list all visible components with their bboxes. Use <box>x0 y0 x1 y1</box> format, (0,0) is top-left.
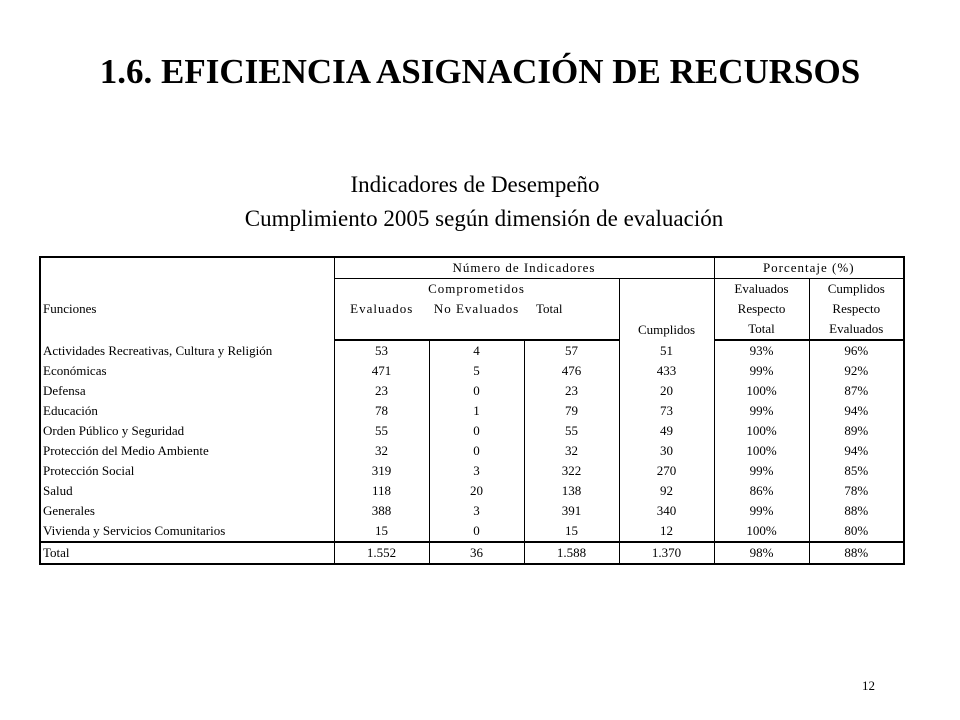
row-no-evaluados: 5 <box>429 361 524 381</box>
row-no-evaluados: 0 <box>429 381 524 401</box>
table-row <box>40 421 904 441</box>
row-pct-cumplidos: 96% <box>844 343 869 358</box>
row-total: 138 <box>524 481 619 501</box>
row-pct-evaluados: 99% <box>714 361 809 381</box>
row-pct-cumplidos: 94% <box>844 443 869 458</box>
row-evaluados: 23 <box>334 381 429 401</box>
row-funcion: Protección del Medio Ambiente <box>40 441 334 461</box>
row-pct-evaluados: 100% <box>714 521 809 542</box>
header-evaluados: Evaluados <box>350 301 414 316</box>
row-pct-evaluados: 100% <box>714 441 809 461</box>
row-cumplidos: 51 <box>619 340 714 361</box>
row-funcion: Salud <box>40 481 334 501</box>
row-pct-cumplidos: 88% <box>844 503 869 518</box>
row-pct-cumplidos: 92% <box>844 363 869 378</box>
row-funcion: Protección Social <box>40 461 334 481</box>
row-total: 15 <box>524 521 619 542</box>
header-pct-eval-line3: Total <box>714 319 809 340</box>
row-cumplidos: 92 <box>619 481 714 501</box>
row-no-evaluados: 0 <box>429 441 524 461</box>
header-pct-eval-line1: Evaluados <box>714 279 809 300</box>
row-pct-cumplidos: 94% <box>844 403 869 418</box>
row-funcion: Educación <box>40 401 334 421</box>
header-no-evaluados: No Evaluados <box>433 301 520 316</box>
row-pct-evaluados: 86% <box>714 481 809 501</box>
header-pct-cump-line1: Cumplidos <box>809 279 904 300</box>
table-row <box>40 481 904 501</box>
row-pct-evaluados: 99% <box>714 461 809 481</box>
header-total: Total <box>536 301 563 316</box>
row-total: 57 <box>524 340 619 361</box>
header-cumplidos: Cumplidos <box>619 279 714 341</box>
row-no-evaluados: 3 <box>429 501 524 521</box>
header-row-1 <box>40 257 904 279</box>
table-row <box>40 521 904 542</box>
header-pct-eval-line2: Respecto <box>714 299 809 319</box>
header-porcentaje: Porcentaje (%) <box>714 257 904 279</box>
table-subtitle-2: Cumplimiento 2005 según dimensión de evaluación <box>244 206 724 231</box>
row-no-evaluados: 1 <box>429 401 524 421</box>
table-subtitle-1: Indicadores de Desempeño <box>350 172 600 197</box>
total-row <box>40 542 904 564</box>
row-funcion: Orden Público y Seguridad <box>40 421 334 441</box>
total-no-evaluados: 36 <box>429 542 524 564</box>
row-total: 476 <box>524 361 619 381</box>
total-label: Total <box>40 542 334 564</box>
table-row <box>40 361 904 381</box>
table-body <box>40 340 904 542</box>
total-pct-evaluados: 98% <box>714 542 809 564</box>
row-pct-cumplidos: 89% <box>844 423 869 438</box>
row-total: 32 <box>524 441 619 461</box>
indicators-table <box>39 256 905 565</box>
row-no-evaluados: 20 <box>429 481 524 501</box>
row-pct-evaluados: 99% <box>714 401 809 421</box>
header-comprometidos: Comprometidos <box>428 281 525 296</box>
header-funciones: Funciones <box>40 279 334 341</box>
row-cumplidos: 30 <box>619 441 714 461</box>
row-funcion: Generales <box>40 501 334 521</box>
row-funcion: Económicas <box>40 361 334 381</box>
row-evaluados: 388 <box>334 501 429 521</box>
row-cumplidos: 73 <box>619 401 714 421</box>
row-pct-cumplidos: 87% <box>844 383 869 398</box>
row-funcion: Defensa <box>40 381 334 401</box>
header-pct-cump-line3: Evaluados <box>809 319 904 340</box>
row-total: 23 <box>524 381 619 401</box>
row-no-evaluados: 0 <box>429 421 524 441</box>
header-row-2 <box>40 279 904 300</box>
header-pct-cump-line2: Respecto <box>809 299 904 319</box>
row-cumplidos: 270 <box>619 461 714 481</box>
table-row <box>40 501 904 521</box>
row-evaluados: 118 <box>334 481 429 501</box>
row-evaluados: 319 <box>334 461 429 481</box>
row-cumplidos: 12 <box>619 521 714 542</box>
row-evaluados: 471 <box>334 361 429 381</box>
row-funcion: Vivienda y Servicios Comunitarios <box>40 521 334 542</box>
table-row <box>40 401 904 421</box>
row-cumplidos: 20 <box>619 381 714 401</box>
table-row <box>40 381 904 401</box>
row-evaluados: 15 <box>334 521 429 542</box>
total-evaluados: 1.552 <box>334 542 429 564</box>
row-total: 55 <box>524 421 619 441</box>
row-total: 322 <box>524 461 619 481</box>
page-number: 12 <box>862 678 875 693</box>
row-evaluados: 55 <box>334 421 429 441</box>
row-pct-evaluados: 100% <box>714 421 809 441</box>
row-total: 391 <box>524 501 619 521</box>
row-evaluados: 32 <box>334 441 429 461</box>
row-cumplidos: 49 <box>619 421 714 441</box>
table-row <box>40 340 904 361</box>
row-pct-cumplidos: 80% <box>844 523 869 538</box>
row-evaluados: 78 <box>334 401 429 421</box>
row-cumplidos: 433 <box>619 361 714 381</box>
table-row <box>40 461 904 481</box>
row-evaluados: 53 <box>334 340 429 361</box>
row-no-evaluados: 3 <box>429 461 524 481</box>
row-pct-evaluados: 100% <box>714 381 809 401</box>
row-pct-evaluados: 99% <box>714 501 809 521</box>
page-title: 1.6. EFICIENCIA ASIGNACIÓN DE RECURSOS <box>99 52 861 91</box>
row-no-evaluados: 0 <box>429 521 524 542</box>
header-numero-indicadores: Número de Indicadores <box>334 257 714 279</box>
table-row <box>40 441 904 461</box>
row-funcion: Actividades Recreativas, Cultura y Religión <box>40 340 334 361</box>
row-pct-cumplidos: 85% <box>844 463 869 478</box>
total-total: 1.588 <box>524 542 619 564</box>
row-pct-cumplidos: 78% <box>844 483 869 498</box>
row-cumplidos: 340 <box>619 501 714 521</box>
row-pct-evaluados: 93% <box>714 340 809 361</box>
total-cumplidos: 1.370 <box>619 542 714 564</box>
row-total: 79 <box>524 401 619 421</box>
row-no-evaluados: 4 <box>429 340 524 361</box>
total-pct-cumplidos: 88% <box>809 542 904 564</box>
